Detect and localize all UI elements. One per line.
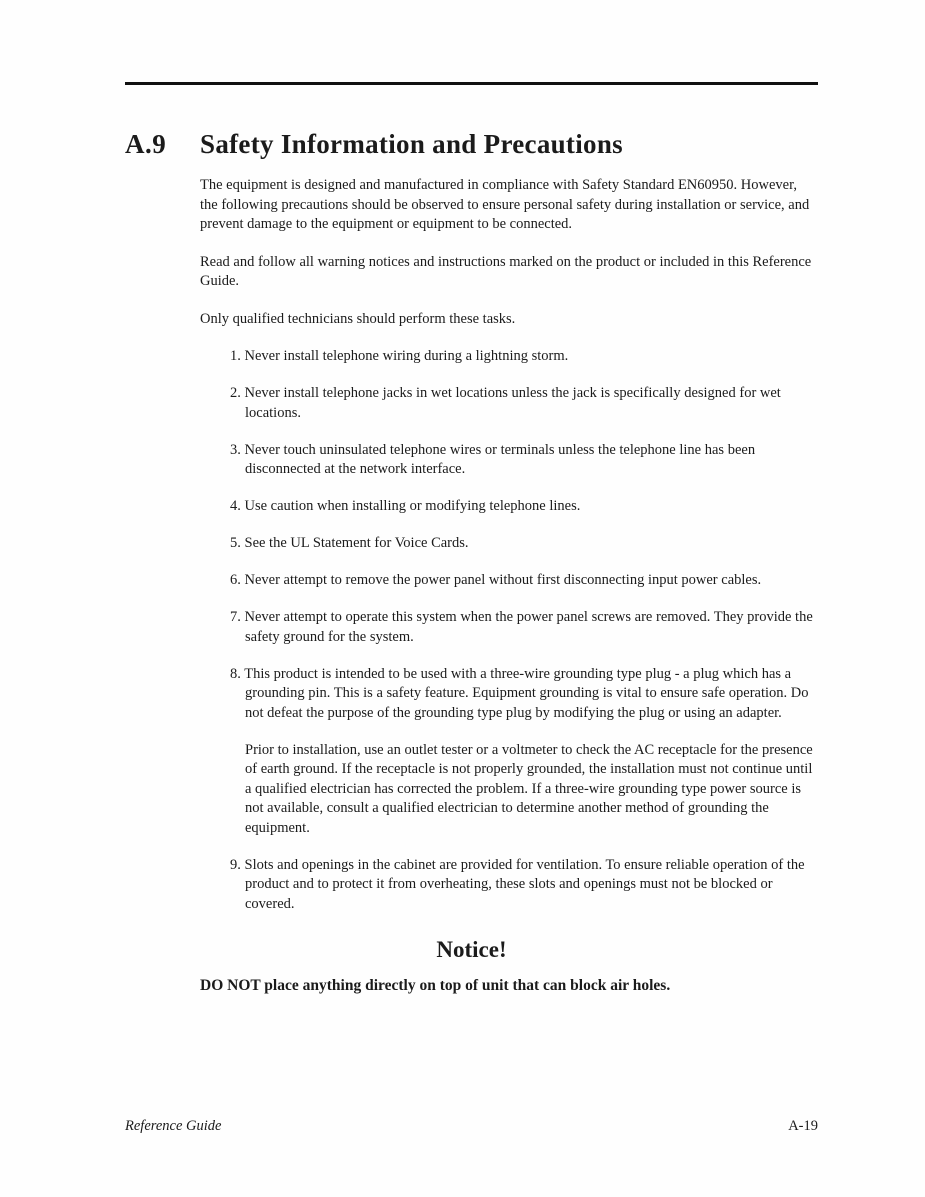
list-item xyxy=(200,384,818,423)
list-item-text: Use caution when installing or modifying telephone lines. xyxy=(244,498,581,514)
list-item-text: This product is intended to be used with a three-wire grounding type plug - a plug which has a grounding pin. This is a safety feature. Equipment grounding is vital to ensure safe operation. Do not defeat the purpose of the grounding type plug by modifying the plug or using an adapter. xyxy=(244,665,809,721)
list-item-number: 7. xyxy=(230,609,241,625)
list-item-text: Slots and openings in the cabinet are provided for ventilation. To ensure reliable operation of the product and to protect it from overheating, these slots and openings must not be blocked or covered. xyxy=(244,856,805,912)
section-heading xyxy=(125,129,818,160)
footer-page-number: A-19 xyxy=(788,1118,818,1134)
list-item-text: Never attempt to remove the power panel without first disconnecting input power cables. xyxy=(244,572,762,588)
list-item-number: 6. xyxy=(230,572,241,588)
list-item xyxy=(200,856,818,915)
list-item-number: 5. xyxy=(230,535,241,551)
list-item-text: See the UL Statement for Voice Cards. xyxy=(244,535,469,551)
safety-precautions-list xyxy=(200,347,818,914)
list-item-number: 3. xyxy=(230,441,241,458)
list-item xyxy=(200,441,818,480)
intro-paragraph: The equipment is designed and manufactured in compliance with Safety Standard EN60950. However, the following precautions should be observed to ensure personal safety during installation or service, and prevent damage to the equipment or equipment to be connected. xyxy=(200,177,810,232)
list-item xyxy=(200,571,818,591)
list-item-number: 4. xyxy=(230,498,241,514)
section-title: Safety Information and Precautions xyxy=(200,129,623,159)
list-item-text: Never touch uninsulated telephone wires or terminals unless the telephone line has been disconnected at the network interface. xyxy=(244,441,756,477)
page-content xyxy=(200,176,818,996)
footer-document-title: Reference Guide xyxy=(125,1118,222,1134)
warnings-paragraph: Read and follow all warning notices and instructions marked on the product or included in this Reference Guide. xyxy=(200,253,812,289)
list-item-text: Never install telephone wiring during a lightning storm. xyxy=(244,348,569,364)
notice-warning-text: DO NOT place anything directly on top of unit that can block air holes. xyxy=(200,976,671,994)
list-item xyxy=(200,347,818,367)
list-item xyxy=(200,608,818,647)
list-item-number: 8. xyxy=(230,665,241,682)
page-footer xyxy=(125,1118,818,1135)
list-item-continuation: Prior to installation, use an outlet tester or a voltmeter to check the AC receptacle for the presence of earth ground. If the receptacle is not properly grounded, the installation must not continue until a qualified electrician has corrected the problem. If a three-wire grounding type power source is not available, consult a qualified electrician to determine another method of grounding the equipment. xyxy=(245,741,813,836)
list-item-text: Never attempt to operate this system when the power panel screws are removed. They provide the safety ground for the system. xyxy=(244,609,813,645)
list-item xyxy=(200,665,818,839)
technicians-paragraph: Only qualified technicians should perform these tasks. xyxy=(200,310,516,327)
notice-heading: Notice! xyxy=(436,937,507,962)
list-item-number: 9. xyxy=(230,856,241,873)
header-rule xyxy=(125,82,818,85)
list-item xyxy=(200,497,818,517)
list-item-number: 1. xyxy=(230,348,241,364)
list-item xyxy=(200,534,818,554)
list-item-number: 2. xyxy=(230,385,241,401)
section-number: A.9 xyxy=(125,129,167,159)
list-item-text: Never install telephone jacks in wet locations unless the jack is specifically designed for wet locations. xyxy=(244,385,781,421)
